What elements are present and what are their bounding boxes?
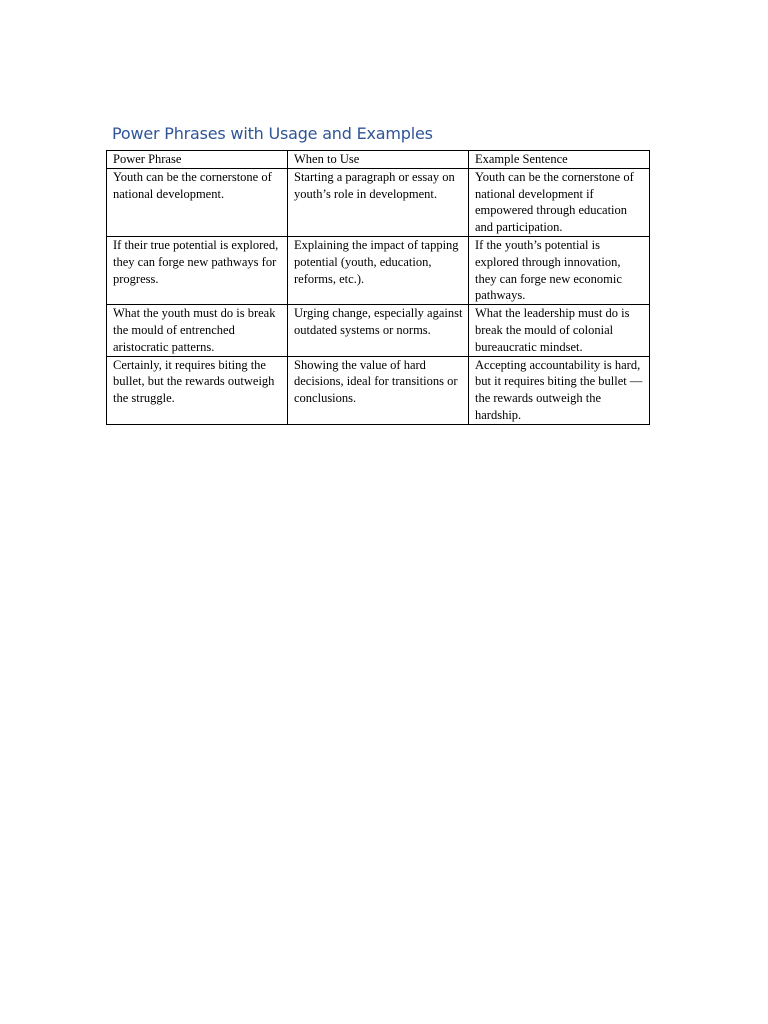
table-row [107, 236, 650, 304]
cell-when-to-use: Showing the value of hard decisions, ideal for transitions or conclusions. [288, 356, 469, 424]
cell-when-to-use: Explaining the impact of tapping potential (youth, education, reforms, etc.). [288, 236, 469, 304]
cell-when-to-use: Urging change, especially against outdated systems or norms. [288, 305, 469, 356]
cell-power-phrase: What the youth must do is break the mould of entrenched aristocratic patterns. [107, 305, 288, 356]
header-when-to-use: When to Use [288, 151, 469, 169]
document-title: Power Phrases with Usage and Examples [112, 124, 433, 143]
table-row [107, 356, 650, 424]
cell-power-phrase: If their true potential is explored, they can forge new pathways for progress. [107, 236, 288, 304]
header-power-phrase: Power Phrase [107, 151, 288, 169]
cell-example-sentence: If the youth’s potential is explored through innovation, they can forge new economic pathways. [469, 236, 650, 304]
cell-example-sentence: What the leadership must do is break the mould of colonial bureaucratic mindset. [469, 305, 650, 356]
table-row [107, 305, 650, 356]
table-header-row [107, 151, 650, 169]
cell-power-phrase: Youth can be the cornerstone of national development. [107, 168, 288, 236]
cell-when-to-use: Starting a paragraph or essay on youth’s role in development. [288, 168, 469, 236]
cell-power-phrase: Certainly, it requires biting the bullet, but the rewards outweigh the struggle. [107, 356, 288, 424]
power-phrases-table [106, 150, 650, 425]
header-example-sentence: Example Sentence [469, 151, 650, 169]
table-row [107, 168, 650, 236]
cell-example-sentence: Accepting accountability is hard, but it requires biting the bullet — the rewards outweigh the hardship. [469, 356, 650, 424]
cell-example-sentence: Youth can be the cornerstone of national development if empowered through education and participation. [469, 168, 650, 236]
